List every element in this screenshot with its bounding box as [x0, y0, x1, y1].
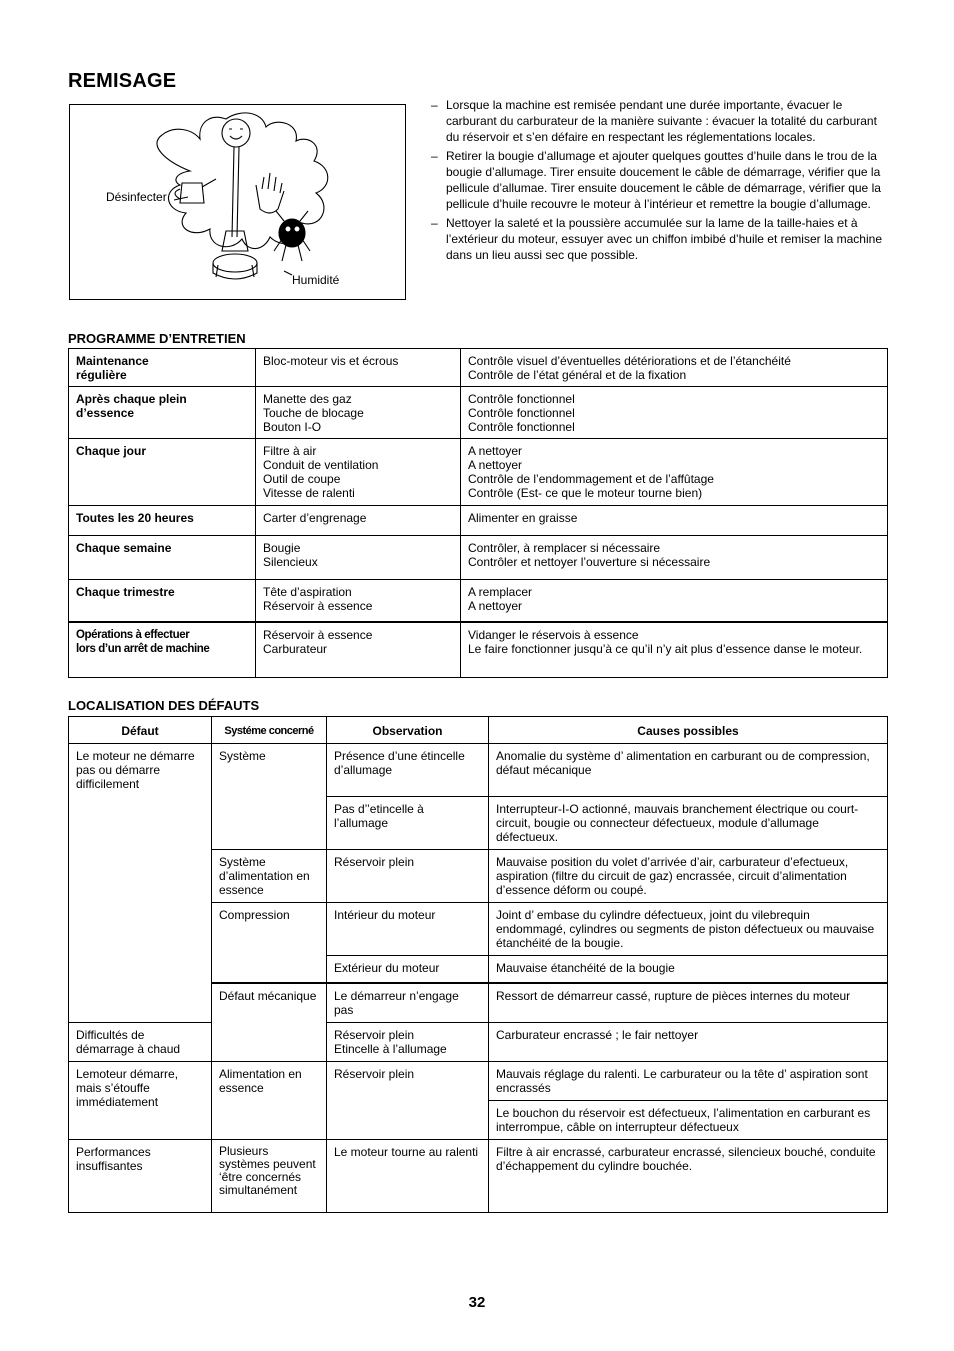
disinfect-label: Désinfecter	[106, 190, 167, 204]
page-title: REMISAGE	[68, 70, 177, 92]
storage-steps-list	[431, 97, 889, 266]
table-row	[69, 349, 888, 387]
storage-step	[431, 215, 889, 263]
interval-cell: Toutes les 20 heures	[69, 506, 256, 536]
defaut-cell: Difficultés de démarrage à chaud	[69, 1022, 212, 1061]
storage-step	[431, 97, 889, 145]
dash-bullet: –	[431, 149, 438, 163]
troubleshooting-table	[68, 716, 888, 1213]
action-cell: A remplacer A nettoyer	[461, 580, 888, 622]
maintenance-heading: PROGRAMME D’ENTRETIEN	[68, 331, 246, 346]
systeme-cell: Alimentation en essence	[212, 1061, 327, 1139]
table-row	[69, 439, 888, 506]
table-row	[69, 1061, 888, 1100]
storage-step	[431, 148, 889, 212]
component-cell: Manette des gaz Touche de blocage Bouton I-O	[256, 387, 461, 439]
table-row	[69, 536, 888, 580]
column-header-defaut: Défaut	[69, 717, 212, 744]
table-row	[69, 506, 888, 536]
cause-cell: Anomalie du système d’ alimentation en carburant ou de compression, défaut mécanique	[489, 744, 888, 797]
component-cell: Carter d’engrenage	[256, 506, 461, 536]
table-row	[69, 744, 888, 797]
column-header-observation: Observation	[327, 717, 489, 744]
hand-icon	[256, 173, 284, 213]
interval-cell: Après chaque plein d’essence	[69, 387, 256, 439]
observation-cell: Réservoir plein	[327, 1061, 489, 1139]
bug-icon	[279, 219, 305, 247]
observation-cell: Pas d’’etincelle à l’allumage	[327, 797, 489, 850]
cause-cell: Interrupteur-I-O actionné, mauvais branchement électrique ou court-circuit, bougie ou connecteur défectueux, module d’allumage défectueux.	[489, 797, 888, 850]
dash-bullet: –	[431, 216, 438, 230]
faults-heading: LOCALISATION DES DÉFAUTS	[68, 698, 260, 713]
component-cell: Tête d’aspiration Réservoir à essence	[256, 580, 461, 622]
table-header-row	[69, 717, 888, 744]
storage-step-text: Lorsque la machine est remisée pendant une durée importante, évacuer le carburant du carburateur de la manière suivante : évacuer la totalité du carburant du réservoir et s’en défaire en respectant les réglementations locales.	[446, 98, 877, 144]
systeme-cell: Système d’alimentation en essence	[212, 850, 327, 903]
observation-cell: Le démarreur n’engage pas	[327, 983, 489, 1023]
cause-cell: Joint d’ embase du cylindre défectueux, joint du vilebrequin endommagé, cylindres ou segments de piston défectueux ou mauvaise étanchéité de la bougie.	[489, 903, 888, 956]
watering-can-icon	[175, 179, 216, 203]
storage-illustration	[69, 104, 406, 300]
component-cell: Bougie Silencieux	[256, 536, 461, 580]
cause-cell: Ressort de démarreur cassé, rupture de pièces internes du moteur	[489, 983, 888, 1023]
humidity-label: Humidité	[292, 273, 340, 287]
component-cell: Réservoir à essence Carburateur	[256, 622, 461, 678]
storage-step-text: Nettoyer la saleté et la poussière accumulée sur la lame de la taille-haies et à l’extérieur du moteur, essuyer avec un chiffon imbibé d’huile et remiser la machine dans un lieu aussi sec que possible.	[446, 216, 882, 262]
systeme-cell: Système	[212, 744, 327, 850]
interval-cell: Chaque trimestre	[69, 580, 256, 622]
component-cell: Filtre à air Conduit de ventilation Outil de coupe Vitesse de ralenti	[256, 439, 461, 506]
action-cell: Contrôle fonctionnel Contrôle fonctionnel Contrôle fonctionnel	[461, 387, 888, 439]
cause-cell: Mauvais réglage du ralenti. Le carburateur ou la tête d’ aspiration sont encrassés	[489, 1061, 888, 1100]
systeme-cell: Compression	[212, 903, 327, 983]
observation-cell: Réservoir plein	[327, 850, 489, 903]
observation-cell: Réservoir plein Etincelle à l’allumage	[327, 1022, 489, 1061]
table-row	[69, 387, 888, 439]
smiling-face-icon	[222, 119, 250, 147]
observation-cell: Intérieur du moteur	[327, 903, 489, 956]
interval-cell: Maintenance régulière	[69, 349, 256, 387]
defaut-cell: Lemoteur démarre, mais s’étouffe immédiatement	[69, 1061, 212, 1139]
interval-cell: Chaque jour	[69, 439, 256, 506]
observation-cell: Présence d’une étincelle d’allumage	[327, 744, 489, 797]
dash-bullet: –	[431, 98, 438, 112]
table-row	[69, 580, 888, 622]
action-cell: Alimenter en graisse	[461, 506, 888, 536]
defaut-cell: Le moteur ne démarre pas ou démarre difficilement	[69, 744, 212, 1023]
action-cell: Contrôle visuel d’éventuelles détériorations et de l’étanchéité Contrôle de l’état général et de la fixation	[461, 349, 888, 387]
cause-cell: Filtre à air encrassé, carburateur encrassé, silencieux bouché, conduite d’échappement du cylindre bouchée.	[489, 1139, 888, 1212]
column-header-systeme: Systéme concerné	[212, 717, 327, 744]
systeme-cell: Défaut mécanique	[212, 983, 327, 1062]
table-row	[69, 1022, 888, 1061]
action-cell: Vidanger le réservois à essence Le faire fonctionner jusqu’à ce qu’il n’y ait plus d’essence danse le moteur.	[461, 622, 888, 678]
storage-step-text: Retirer la bougie d’allumage et ajouter quelques gouttes d’huile dans le trou de la bougie d’allumage. Tirer ensuite doucement le câble de démarrage, vérifier que la pellicule d’allumae. Tirer ensuite doucement le câble de démarrage, vérifier que la pellicule d’huile recouvre le moteur à l’intérieur et remettre la bougie d’allumage.	[446, 149, 881, 211]
defaut-cell: Performances insuffisantes	[69, 1139, 212, 1212]
component-cell: Bloc-moteur vis et écrous	[256, 349, 461, 387]
cause-cell: Le bouchon du réservoir est défectueux, l’alimentation en carburant es interrompue, câble on interrupteur défectueux	[489, 1100, 888, 1139]
column-header-causes: Causes possibles	[489, 717, 888, 744]
action-cell: A nettoyer A nettoyer Contrôle de l’endommagement et de l’affûtage Contrôle (Est- ce que le moteur tourne bien)	[461, 439, 888, 506]
interval-cell: Chaque semaine	[69, 536, 256, 580]
observation-cell: Extérieur du moteur	[327, 956, 489, 983]
systeme-cell: Plusieurs systèmes peuvent ‘être concernés simultanément	[212, 1139, 327, 1212]
table-row	[69, 622, 888, 678]
interval-cell: Opérations à effectuer lors d’un arrêt de machine	[69, 622, 256, 678]
action-cell: Contrôler, à remplacer si nécessaire Contrôler et nettoyer l’ouverture si nécessaire	[461, 536, 888, 580]
maintenance-table	[68, 348, 888, 678]
page-number: 32	[468, 1294, 486, 1311]
cause-cell: Mauvaise position du volet d’arrivée d’air, carburateur d’efectueux, aspiration (filtre du circuit de gaz) encrassée, circuit d’alimentation d’essence déform ou coupé.	[489, 850, 888, 903]
cause-cell: Mauvaise étanchéité de la bougie	[489, 956, 888, 983]
table-row	[69, 1139, 888, 1212]
observation-cell: Le moteur tourne au ralenti	[327, 1139, 489, 1212]
cause-cell: Carburateur encrassé ; le fair nettoyer	[489, 1022, 888, 1061]
